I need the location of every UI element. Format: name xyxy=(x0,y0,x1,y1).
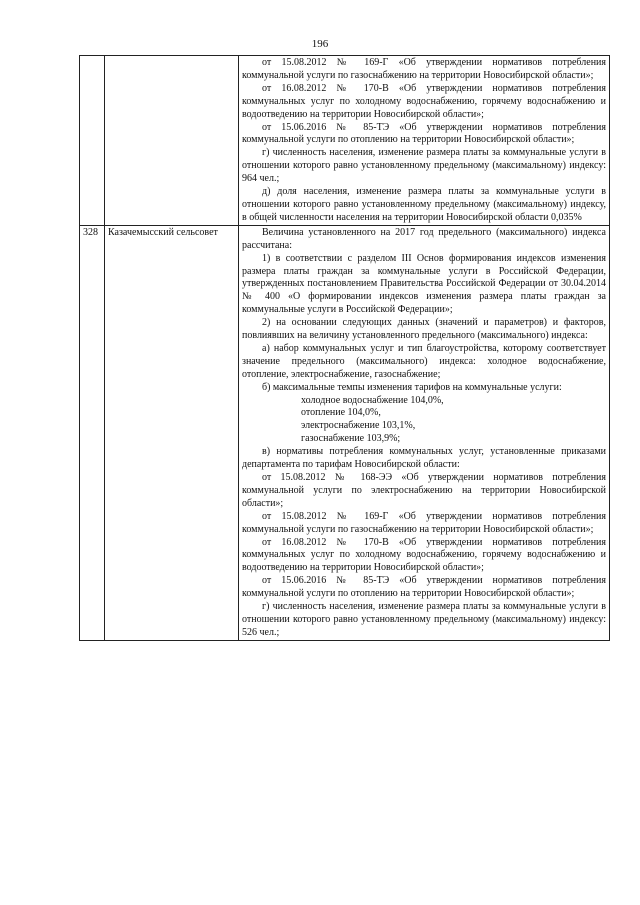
row-number-cell xyxy=(80,56,105,226)
paragraph: д) доля населения, изменение размера платы за коммунальные услуги в отношении которого равно установленному предельному (максимальному) индексу, в общей численности населения на территории Новосибирской области 0,035% xyxy=(242,186,606,223)
paragraph: а) набор коммунальных услуг и тип благоустройства, которому соответствует значение предельного (максимального) индекса: холодное водоснабжение, отопление, электроснабжение, газоснабжение; xyxy=(242,342,606,380)
paragraph: от 15.08.2012 № 168-ЭЭ «Об утверждении нормативов потребления коммунальной услуги по электроснабжению на территории Новосибирской области»; xyxy=(242,472,606,509)
paragraph: б) максимальные темпы изменения тарифов на коммунальные услуги: xyxy=(262,381,562,393)
description-cell xyxy=(239,225,610,640)
municipality-name-cell: Казачемысский сельсовет xyxy=(105,225,239,640)
paragraph: от 15.08.2012 № 169-Г «Об утверждении нормативов потребления коммунальной услуги по газоснабжению на территории Новосибирской области»; xyxy=(242,510,606,535)
tariff-item: отопление 104,0%, xyxy=(301,407,381,419)
paragraph: 1) в соответствии с разделом III Основ формирования индексов изменения размера платы граждан за коммунальные услуги в Российской Федерации, утвержденных постановлением Правительства Российской Федерации от 30.04.2014 № 400 «О формировании индексов изменения размера платы граждан за коммунальные услуги в Российской Федерации»; xyxy=(242,252,606,316)
tariff-item: холодное водоснабжение 104,0%, xyxy=(301,394,444,406)
tariff-item: электроснабжение 103,1%, xyxy=(301,420,416,432)
tariff-item: газоснабжение 103,9%; xyxy=(301,433,401,445)
paragraph: от 15.06.2016 № 85-ТЭ «Об утверждении нормативов потребления коммунальной услуги по отоплению на территории Новосибирской области»; xyxy=(242,575,606,600)
description-cell xyxy=(239,56,610,226)
paragraph: от 16.08.2012 № 170-В «Об утверждении нормативов потребления коммунальных услуг по холодному водоснабжению, горячему водоснабжению и водоотведению на территории Новосибирской области»; xyxy=(242,536,606,574)
table-row xyxy=(80,56,610,226)
row-number-cell: 328 xyxy=(80,225,105,640)
page-number: 196 xyxy=(311,38,329,50)
paragraph: г) численность населения, изменение размера платы за коммунальные услуги в отношении которого равно установленному предельному (максимальному) индексу: 526 чел.; xyxy=(242,601,606,638)
paragraph: Величина установленного на 2017 год предельного (максимального) индекса рассчитана: xyxy=(242,226,606,251)
paragraph: 2) на основании следующих данных (значений и параметров) и факторов, повлиявших на величину установленного предельного (максимального) индекса: xyxy=(242,317,606,342)
paragraph: от 16.08.2012 № 170-В «Об утверждении нормативов потребления коммунальных услуг по холодному водоснабжению, горячему водоснабжению и водоотведению на территории Новосибирской области»; xyxy=(242,82,606,120)
paragraph: в) нормативы потребления коммунальных услуг, установленные приказами департамента по тарифам Новосибирской области: xyxy=(242,446,606,471)
table-row xyxy=(80,225,610,640)
document-table xyxy=(79,55,610,641)
paragraph: г) численность населения, изменение размера платы за коммунальные услуги в отношении которого равно установленному предельному (максимальному) индексу: 964 чел.; xyxy=(242,147,606,185)
paragraph: от 15.06.2016 № 85-ТЭ «Об утверждении нормативов потребления коммунальной услуги по отоплению на территории Новосибирской области»; xyxy=(242,121,606,146)
paragraph: от 15.08.2012 № 169-Г «Об утверждении нормативов потребления коммунальной услуги по газоснабжению на территории Новосибирской области»; xyxy=(242,57,606,81)
municipality-name-cell xyxy=(105,56,239,226)
